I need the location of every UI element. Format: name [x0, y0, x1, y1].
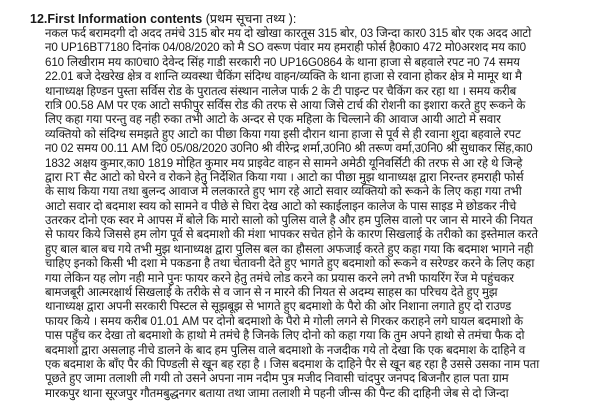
- section-number: 12.: [30, 12, 48, 26]
- section-title-hi: (प्रथम सूचना तथ्य ):: [205, 12, 297, 26]
- fir-content-body: [45, 26, 565, 400]
- content-line: बदमाशो द्वारा असलाह नीचे डालने के बाद हम पुलिस वाले बदमाशो के नजदीक गये तो देखा कि एक बदमाश के दाहिने व: [45, 342, 526, 357]
- content-line: थानाध्यक्ष द्वारा अपनी सरकारी पिस्टल से सूझबूझ से भागते हुए बदमाशो के पैरो की ओर निशाना लगाते हुए दो राउण्ड: [45, 299, 512, 314]
- content-line: न0 02 समय 00.11 AM दि0 05/08/2020 उ0नि0 श्री वीरेन्द्र शर्मा,उ0नि0 श्री तरूण वर्मा,उ0नि0 श्री सुधाकर सिंह,का0: [45, 141, 533, 156]
- content-line: गया लेकिन यह लोग नही माने पुनः फायर करने हेतु तमंचे लोड करने का प्रयास करने लगे तभी फायरिंग रेंज मे पहुंचकर: [45, 270, 514, 285]
- content-line: के साथ किया गया तथा बुलन्द आवाज मे ललकारते हुए भाग रहे आटो सवार व्यक्तियो को रूकने के लिए कहा गया तभी: [45, 184, 522, 199]
- content-line: लिए कहा गया परन्तु वह नही रुका तभी आटो के अन्दर से एक महिला के चिल्लाने की आवाज आयी आटो मे सवार: [45, 112, 501, 127]
- content-line: 1832 अक्षय कुमार,का0 1819 मोहित कुमार मय प्राइवेट वाहन से सामने अमेठी यूनिवर्सिटी की तरफ से आ रहे थे जिन्हे: [45, 155, 523, 170]
- section-heading: [30, 10, 296, 27]
- content-line: रात्रि 00.58 AM पर एक आटो सफीपुर सर्विस रोड की तरफ से आया जिसे टार्च की रोशनी का इशारा करते हुए रूकने के: [45, 97, 526, 112]
- content-line: मारकपुर थाना सूरजपुर गौतमबुद्धनगर बताया तथा जामा तलाशी मे पहनी जीन्स की पैन्ट की दाहिनी जेब से दो जिन्दा: [45, 385, 509, 400]
- content-line: से फायर किये जिससे हम लोग पूर्व से बदमाशो की मंशा भापकर सचेत होने के कारण सिखलाई के तरीको का इस्तेमाल करते: [45, 227, 538, 242]
- content-line: 22.01 बजे देखरेख क्षेत्र व शान्ति व्यवस्था चैकिंग संदिग्ध वाहन/व्यक्ति के थाना हाजा से रवाना होकर क्षेत्र मे मामूर था मै: [45, 69, 522, 84]
- content-line: पूछते हुए जामा तलाशी ली गयी तो उसने अपना नाम नदीम पुत्र मजीद निवासी चांदपुर जनपद बिजनौर हाल पता ग्राम: [45, 371, 509, 386]
- content-line: चाहिए इनको किसी भी दशा मे पकडना है तथा चेतावनी देते हुए भागते हुए बदमाशो को रूकने व सरेण्डर करने के लिए कहा: [45, 256, 535, 271]
- content-line: बामजबूरी आत्मरक्षार्थ सिखलाई के तरीके से व जान से न मारने की नियत से अदम्य साहस का परिचय देते हुए मुझ: [45, 285, 498, 300]
- content-line: द्वारा RT सैट आटो को घेरने व रोकने हेतु निर्देशित किया गया । आटो का पीछा मुझ थानाध्यक्ष द्वारा निरन्तर हमराही फोर्स: [45, 169, 524, 184]
- content-line: थानाध्यक्ष हिण्डन पुस्ता सर्विस रोड के पुरातत्व संस्थान नालेज पार्क 2 के टी पाइन्ट पर चैकिंग कर रहा था । समय करीब: [45, 83, 517, 98]
- content-line: 610 लिखीराम मय का0चा0 देवेन्द सिंह गाडी सरकारी न0 UP16G0864 के थाना हाजा से बहवाले रपट न0 74 समय: [45, 54, 520, 69]
- section-title-en: First Information contents: [47, 12, 203, 26]
- content-line: नकल फर्द बरामदगी दो अदद तमंचे 315 बोर मय दो खोखा कारतूस 315 बोर, 03 जिन्दा कार0 315 बोर एक अदद आटो: [45, 26, 532, 40]
- content-line: हुए बाल बाल बच गये तभी मुझ थानाध्यक्ष द्वारा पुलिस बल का हौसला अफजाई करते हुए कहा गया कि बदमाश भागने नही: [45, 241, 534, 256]
- content-line: पास पहुँच कर देखा तो बदमाशो के हाथो मे तमंचे है जिनके लिए दोनो को कहा गया कि तुम अपने हाथो से तमंचा फैक दो: [45, 328, 525, 343]
- content-line: न0 UP16BT7180 दिनांक 04/08/2020 को मै SO वरूण पंवार मय हमराही फोर्स है0का0 472 मो0अरशद मय का0: [45, 40, 526, 55]
- content-line: फायर किये । समय करीब 01.01 AM पर दोनो बदमाशो के पैरो मे गोली लगने से गिरकर कराहने लगे घायल बदमाशो के: [45, 313, 523, 328]
- content-line: आटो सवार दो बदमाश स्वय को सामने व पीछे से घिरा देख आटो को स्काईलाइन कालेज के पास साइड मे छोडकर नीचे: [45, 198, 517, 213]
- content-line: उतरकर दोनो एक स्वर मे आपस में बोले कि मारो सालो को पुलिस वाले है और हम पुलिस वालो पर जान से मारने की नियत: [45, 213, 533, 228]
- content-line: व्यक्तियो को संदिग्ध समझते हुए आटो का पीछा किया गया इसी दौरान थाना हाजा से पूर्व से ही रवाना शुदा बहवाले रपट: [45, 126, 521, 141]
- content-line: एक बदमाश के बाँए पैर की पिण्डली से खून बह रहा है । जिस बदमाश के दाहिने पैर से खून बह रहा है उससे उसका नाम पता: [45, 356, 540, 371]
